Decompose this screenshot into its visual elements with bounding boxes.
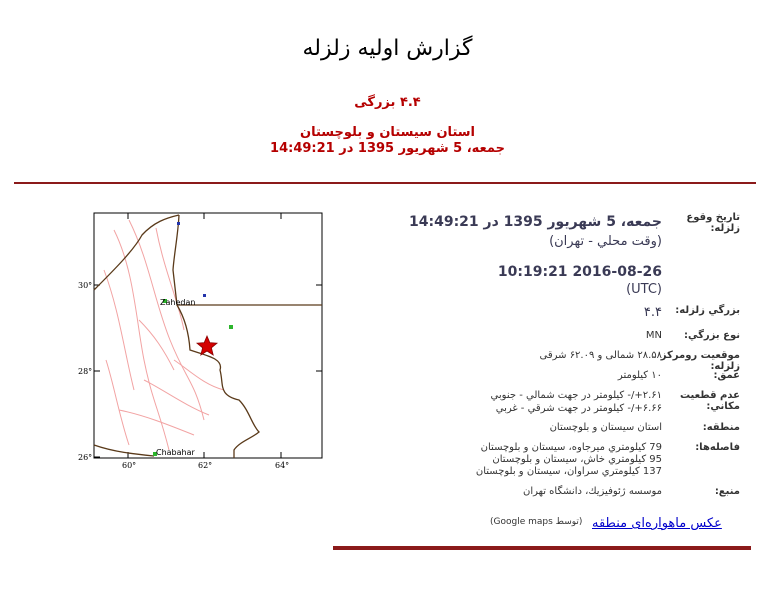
- datetime-headline-text: جمعه، 5 شهریور 1395 در 14:49:21: [270, 141, 505, 156]
- city-marker-other: [229, 325, 233, 329]
- uncertainty-line-2: ۶.۶۶+/- كيلومتر در جهت شرقي - غربي: [495, 403, 662, 414]
- local-note: (وقت محلي - تهران): [549, 234, 662, 249]
- utc-note: (UTC): [626, 282, 662, 297]
- region-headline-text: استان سیستان و بلوچستان: [299, 125, 475, 140]
- bottom-divider: [333, 546, 751, 550]
- lat-label-30: 30°: [78, 281, 93, 290]
- local-datetime: جمعه، 5 شهریور 1395 در 14:49:21: [409, 214, 662, 230]
- page-title: گزارش اولیه زلزله: [302, 36, 473, 61]
- station-marker-north: [177, 222, 180, 225]
- depth-value: ۱۰ كيلومتر: [617, 370, 662, 381]
- satellite-note: (توسط Google maps): [490, 517, 583, 527]
- satellite-image-link[interactable]: عکس ماهواره‌ای منطقه: [592, 516, 722, 531]
- lat-label-28: 28°: [78, 367, 93, 376]
- lon-label-62: 62°: [198, 461, 213, 470]
- magtype-label: نوع بزرگي:: [683, 330, 740, 341]
- uncertainty-line-1: ۲.۶۱+/- كيلومتر در جهت شمالي - جنوبي: [490, 390, 662, 401]
- region-headline: [0, 125, 775, 157]
- lat-label-26: 26°: [78, 453, 93, 462]
- lon-label-60: 60°: [122, 461, 137, 470]
- utc-datetime: 2016-08-26 10:19:21: [497, 264, 662, 280]
- uncertainty-label: عدم قطعيت مكاني:: [679, 390, 740, 412]
- magnitude-value: ۴.۴: [643, 305, 662, 320]
- region-value: استان سیستان و بلوچستان: [549, 422, 662, 433]
- distances-label: فاصله‌ها:: [695, 442, 740, 453]
- source-value: موسسه ژئوفيزيك، دانشگاه تهران: [522, 486, 662, 497]
- city-label-chabahar: Chabahar: [156, 448, 195, 457]
- top-divider: [14, 182, 756, 184]
- lon-label-64: 64°: [275, 461, 290, 470]
- map-frame: [94, 213, 322, 458]
- magnitude-label: بزرگي زلزله:: [675, 305, 740, 316]
- distance-3: 137 كيلومتري سراوان، سيستان و بلوچستان: [475, 466, 662, 477]
- city-label-zahedan: Zahedan: [160, 298, 196, 307]
- date-label: تاریخ وقوع زلزله:: [686, 212, 740, 234]
- magnitude-headline: ۴.۴ بزرگی: [354, 95, 421, 110]
- epicenter-label: موقعيت رومركز زلزله:: [660, 350, 740, 372]
- station-marker: [203, 294, 206, 297]
- region-label: منطقه:: [702, 422, 740, 433]
- source-label: منبع:: [714, 486, 740, 497]
- map-svg: [74, 210, 326, 470]
- distance-1: 79 كيلومتري ميرجاوه، سيستان و بلوچستان: [480, 442, 662, 453]
- epicenter-map: [74, 210, 326, 470]
- magtype-value: MN: [645, 330, 662, 341]
- distance-2: 95 كيلومتري خاش، سيستان و بلوچستان: [492, 454, 662, 465]
- depth-label: عمق:: [713, 370, 740, 381]
- epicenter-value: ۲۸.۵۸ شمالی و ۶۲.۰۹ شرقی: [539, 350, 662, 361]
